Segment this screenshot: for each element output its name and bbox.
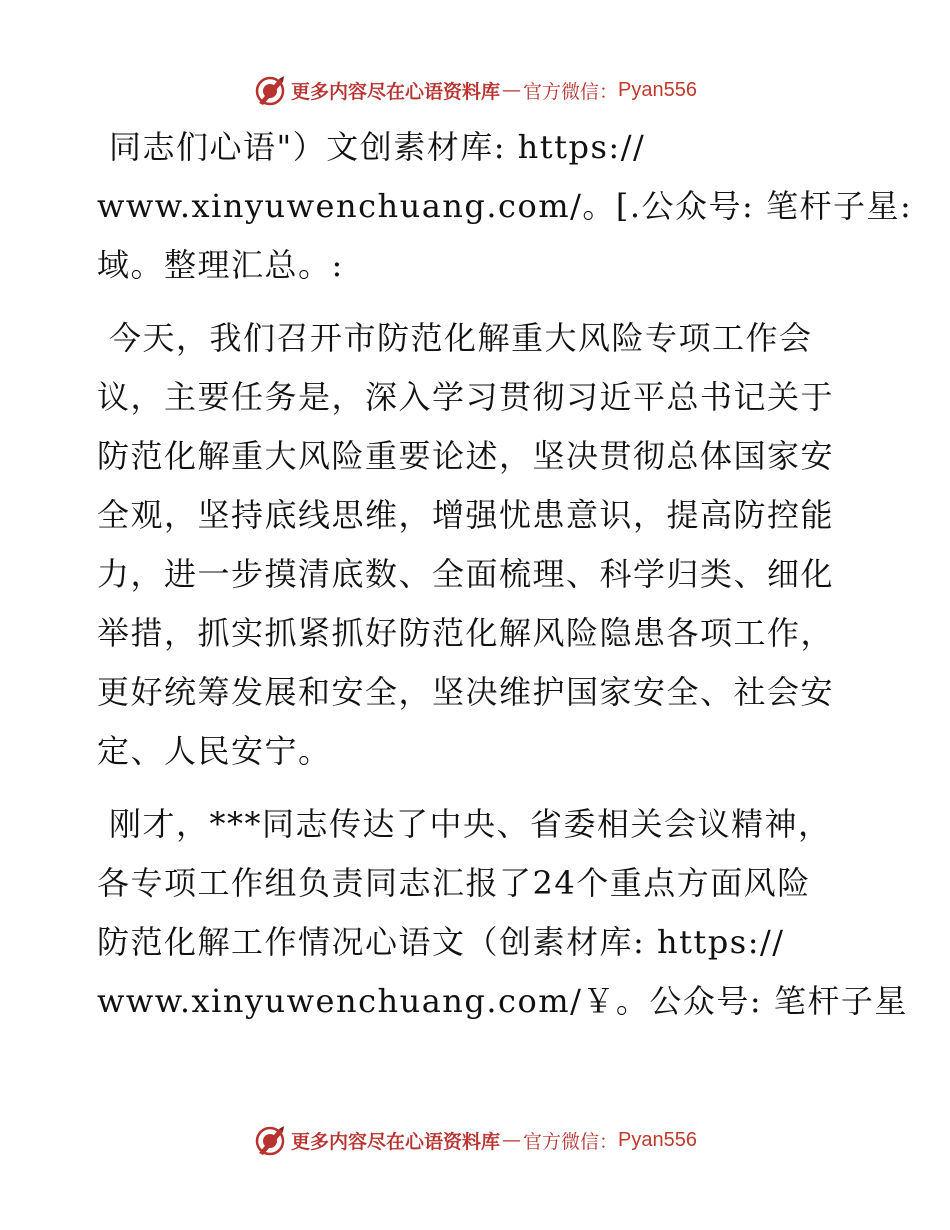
text-line: 防范化解工作情况心语文（创素材库: https:// <box>97 923 785 961</box>
header-brand-text: 更多内容尽在心语资料库 <box>291 80 501 103</box>
footer-wechat-id: Pyan556 <box>618 1128 697 1151</box>
header-wechat-label: 官方微信： <box>523 80 619 103</box>
footer-brand-text: 更多内容尽在心语资料库 <box>291 1130 501 1153</box>
header-wechat-id: Pyan556 <box>618 78 697 101</box>
text-line: 同志们心语"）文创素材库: https:// <box>109 128 646 166</box>
paragraph-meeting-purpose <box>97 309 857 781</box>
footer-separator: — <box>502 1129 522 1151</box>
text-line: www.xinyuwenchuang.com/。[.公众号: 笔杆子星: <box>97 187 913 225</box>
text-line: 定、人民安宁。 <box>97 732 332 770</box>
footer-banner <box>0 1122 950 1158</box>
document-body <box>97 118 913 1045</box>
paragraph-intro <box>97 118 913 295</box>
text-line: 各专项工作组负责同志汇报了24个重点方面风险 <box>97 864 811 902</box>
text-line: 举措，抓实抓紧抓好防范化解风险隐患各项工作， <box>97 614 835 652</box>
footer-wechat-label: 官方微信： <box>523 1130 619 1153</box>
text-line: 更好统筹发展和安全，坚决维护国家安全、社会安 <box>97 673 835 711</box>
text-line: 议，主要任务是，深入学习贯彻习近平总书记关于 <box>97 378 835 416</box>
header-separator: — <box>502 79 522 101</box>
pen-logo-icon <box>253 1123 287 1157</box>
text-line: 全观，坚持底线思维，增强忧患意识，提高防控能 <box>97 496 835 534</box>
header-banner <box>0 72 950 108</box>
text-line: 域。整理汇总。: <box>97 246 344 284</box>
pen-logo-icon <box>253 73 287 107</box>
paragraph-reports <box>97 795 908 1031</box>
text-line: 力，进一步摸清底数、全面梳理、科学归类、细化 <box>97 555 835 593</box>
text-line: 今天，我们召开市防范化解重大风险专项工作会 <box>109 319 813 357</box>
text-line: www.xinyuwenchuang.com/￥。公众号: 笔杆子星 <box>97 982 908 1020</box>
text-line: 防范化解重大风险重要论述，坚决贯彻总体国家安 <box>97 437 835 475</box>
text-line: 刚才，***同志传达了中央、省委相关会议精神， <box>109 805 832 843</box>
